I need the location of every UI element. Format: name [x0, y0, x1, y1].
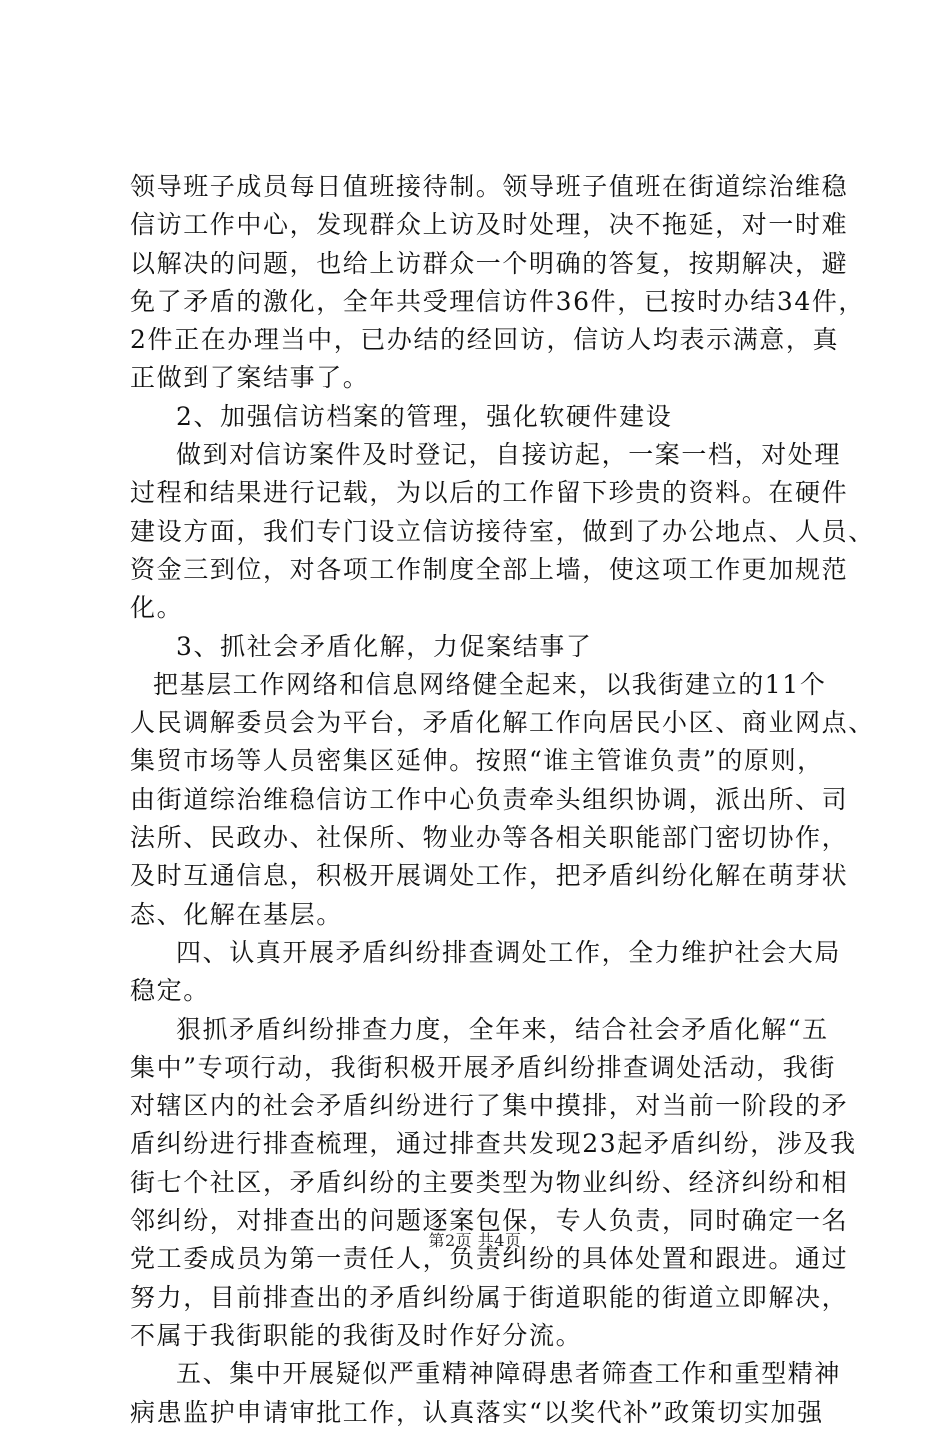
text-line: 化。: [130, 593, 184, 623]
text-line: 不属于我街职能的我街及时作好分流。: [130, 1320, 583, 1350]
text-line: 集中”专项行动，我街积极开展矛盾纠纷排查调处活动，我街: [130, 1052, 836, 1082]
text-line: 党工委成员为第一责任人，负责纠纷的具体处置和跟进。通过: [130, 1244, 849, 1274]
text-line: 信访工作中心，发现群众上访及时处理，决不拖延，对一时难: [130, 210, 849, 240]
text-line: 免了矛盾的激化，全年共受理信访件36件，已按时办结34件，: [130, 286, 866, 316]
text-line: 人民调解委员会为平台，矛盾化解工作向居民小区、商业网点、: [130, 708, 875, 738]
text-line: 法所、民政办、社保所、物业办等各相关职能部门密切协作，: [130, 823, 849, 853]
text-line: 正做到了案结事了。: [130, 363, 370, 393]
text-line: 街七个社区，矛盾纠纷的主要类型为物业纠纷、经济纠纷和相: [130, 1167, 849, 1197]
text-line: 领导班子成员每日值班接待制。领导班子值班在街道综治维稳: [130, 172, 849, 201]
section-heading: 四、认真开展矛盾纠纷排查调处工作，全力维护社会大局: [176, 937, 842, 967]
text-line: 邻纠纷，对排查出的问题逐案包保，专人负责，同时确定一名: [130, 1206, 849, 1236]
text-line: 过程和结果进行记载，为以后的工作留下珍贵的资料。在硬件: [130, 478, 849, 508]
text-line: 资金三到位，对各项工作制度全部上墙，使这项工作更加规范: [130, 554, 849, 584]
text-line: 把基层工作网络和信息网络健全起来，以我街建立的11个: [153, 669, 827, 699]
text-line: 以解决的问题，也给上访群众一个明确的答复，按期解决，避: [130, 248, 849, 278]
text-line: 病患监护申请审批工作，认真落实“以奖代补”政策切实加强: [130, 1397, 824, 1427]
text-line: 态、化解在基层。: [130, 899, 343, 929]
text-line: 对辖区内的社会矛盾纠纷进行了集中摸排，对当前一阶段的矛: [130, 1091, 849, 1121]
section-heading: 3、抓社会矛盾化解，力促案结事了: [176, 631, 593, 661]
text-line: 稳定。: [130, 976, 210, 1006]
text-line: 做到对信访案件及时登记，自接访起，一案一档，对处理: [176, 440, 842, 470]
text-line: 盾纠纷进行排查梳理，通过排查共发现23起矛盾纠纷，涉及我: [130, 1129, 857, 1159]
text-line: 及时互通信息，积极开展调处工作，把矛盾纠纷化解在萌芽状: [130, 861, 849, 891]
section-heading: 2、加强信访档案的管理，强化软硬件建设: [176, 401, 673, 431]
page-footer: 第2页 共4页: [428, 1231, 522, 1250]
text-line: 集贸市场等人员密集区延伸。按照“谁主管谁负责”的原则，: [130, 746, 824, 776]
text-line: 努力，目前排查出的矛盾纠纷属于街道职能的街道立即解决，: [130, 1282, 849, 1312]
section-heading: 五、集中开展疑似严重精神障碍患者筛查工作和重型精神: [176, 1359, 842, 1389]
text-line: 由街道综治维稳信访工作中心负责牵头组织协调，派出所、司: [130, 784, 849, 814]
text-line: 2件正在办理当中，已办结的经回访，信访人均表示满意，真: [130, 325, 840, 355]
text-line: 狠抓矛盾纠纷排查力度，全年来，结合社会矛盾化解“五: [176, 1014, 829, 1044]
text-line: 建设方面，我们专门设立信访接待室，做到了办公地点、人员、: [130, 516, 875, 546]
